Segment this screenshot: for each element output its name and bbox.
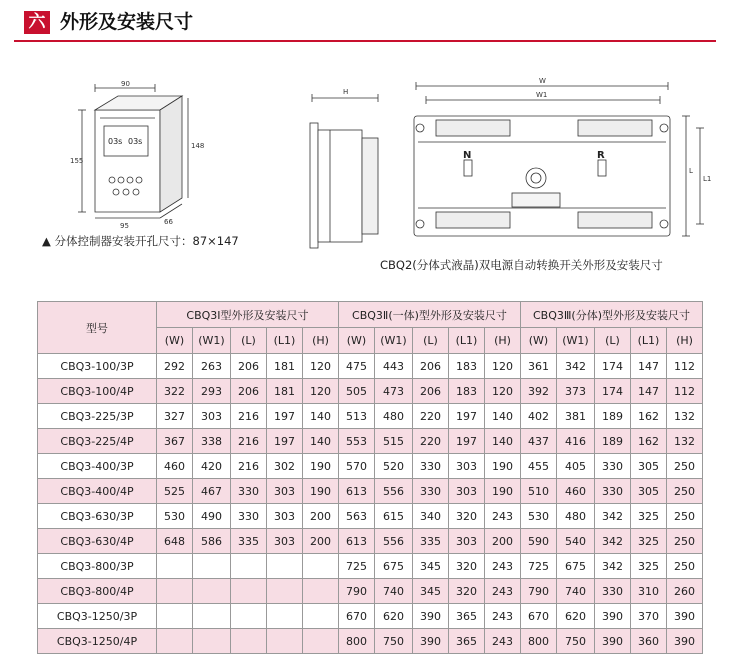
dimension-cell: 206 <box>413 354 449 379</box>
group-header-3: CBQ3Ⅲ(分体)型外形及安装尺寸 <box>521 302 703 328</box>
dimension-cell: 750 <box>375 629 413 654</box>
dimension-cell: 390 <box>595 629 631 654</box>
dimension-cell: 140 <box>485 429 521 454</box>
dimension-cell: 613 <box>339 529 375 554</box>
dimension-cell: 455 <box>521 454 557 479</box>
dimension-cell: 390 <box>667 629 703 654</box>
dimension-cell <box>267 604 303 629</box>
dimension-cell: 405 <box>557 454 595 479</box>
dimension-cell: 112 <box>667 379 703 404</box>
model-cell: CBQ3-225/4P <box>38 429 157 454</box>
controller-drawing <box>78 84 188 218</box>
dimension-cell: 800 <box>339 629 375 654</box>
dimension-cell: 790 <box>339 579 375 604</box>
dimension-cell: 243 <box>485 504 521 529</box>
dimension-cell: 206 <box>231 379 267 404</box>
table-row <box>38 504 703 529</box>
dimension-cell: 162 <box>631 404 667 429</box>
dimension-cell: 345 <box>413 579 449 604</box>
dimension-cell: 325 <box>631 554 667 579</box>
n-mark: N <box>463 150 472 161</box>
dimension-cell: 365 <box>449 604 485 629</box>
dimension-cell: 460 <box>157 454 193 479</box>
dimension-cell: 443 <box>375 354 413 379</box>
dimension-cell: 515 <box>375 429 413 454</box>
dimension-cell: 120 <box>485 379 521 404</box>
side-view-drawing <box>310 94 378 248</box>
dimension-cell <box>157 554 193 579</box>
dimension-cell: 183 <box>449 379 485 404</box>
section-number-badge: 六 <box>24 11 50 34</box>
group-header-row <box>38 302 703 328</box>
dimension-cell <box>193 629 231 654</box>
dimension-cell: 520 <box>375 454 413 479</box>
dimension-cell: 320 <box>449 579 485 604</box>
dimension-cell: 467 <box>193 479 231 504</box>
dimension-cell: 303 <box>449 454 485 479</box>
dimension-cell: 513 <box>339 404 375 429</box>
dimension-cell: 120 <box>303 354 339 379</box>
dimension-cell: 510 <box>521 479 557 504</box>
dimension-cell: 330 <box>595 479 631 504</box>
dimension-cell: 325 <box>631 504 667 529</box>
dimension-cell: 402 <box>521 404 557 429</box>
dimension-cell: 120 <box>485 354 521 379</box>
sub-header-cell: (L) <box>231 328 267 354</box>
dimension-cell: 670 <box>339 604 375 629</box>
dimension-cell: 200 <box>303 504 339 529</box>
lcd-display-a: 03s <box>108 137 123 146</box>
sub-header-cell: (W1) <box>375 328 413 354</box>
model-cell: CBQ3-1250/4P <box>38 629 157 654</box>
w-inner-label: W1 <box>536 91 548 99</box>
dimension-cell: 293 <box>193 379 231 404</box>
dimension-cell <box>231 554 267 579</box>
dimension-cell: 563 <box>339 504 375 529</box>
dimension-cell: 206 <box>231 354 267 379</box>
dimension-cell <box>157 604 193 629</box>
dimension-cell: 556 <box>375 529 413 554</box>
sub-header-cell: (W) <box>339 328 375 354</box>
dimension-cell: 530 <box>521 504 557 529</box>
dimension-cell: 183 <box>449 354 485 379</box>
lcd-display-b: 03s <box>128 137 143 146</box>
dimension-cell <box>303 604 339 629</box>
dimension-cell <box>231 604 267 629</box>
dimension-cell: 330 <box>231 504 267 529</box>
dimension-cell: 675 <box>375 554 413 579</box>
dimension-cell: 613 <box>339 479 375 504</box>
section-header <box>14 6 716 36</box>
dimension-cell: 303 <box>267 479 303 504</box>
dimension-cell: 162 <box>631 429 667 454</box>
section-title: 外形及安装尺寸 <box>60 11 194 33</box>
model-cell: CBQ3-225/3P <box>38 404 157 429</box>
dimension-cell: 342 <box>595 529 631 554</box>
dimension-cell: 330 <box>595 454 631 479</box>
dimension-cell: 216 <box>231 429 267 454</box>
dimension-cell: 620 <box>557 604 595 629</box>
model-cell: CBQ3-400/3P <box>38 454 157 479</box>
dimension-cell: 260 <box>667 579 703 604</box>
sub-header-cell: (H) <box>667 328 703 354</box>
dimension-cell: 190 <box>485 479 521 504</box>
dimension-cell: 197 <box>449 404 485 429</box>
dimension-cell: 725 <box>339 554 375 579</box>
dimension-cell: 390 <box>667 604 703 629</box>
l-outer-label: L <box>689 167 693 175</box>
width-top-label: 90 <box>121 80 130 88</box>
dimension-cell: 140 <box>303 429 339 454</box>
dimension-cell: 197 <box>267 404 303 429</box>
dimension-cell: 250 <box>667 554 703 579</box>
model-cell: CBQ3-630/4P <box>38 529 157 554</box>
cbq2-dimension-caption: CBQ2(分体式液晶)双电源自动转换开关外形及安装尺寸 <box>380 258 663 272</box>
dimension-cell: 330 <box>413 454 449 479</box>
model-cell: CBQ3-800/3P <box>38 554 157 579</box>
dimension-cell: 342 <box>595 554 631 579</box>
dimension-cell: 670 <box>521 604 557 629</box>
dimension-cell: 250 <box>667 454 703 479</box>
dimension-cell: 392 <box>521 379 557 404</box>
dimension-cell: 197 <box>267 429 303 454</box>
dimension-cell: 530 <box>157 504 193 529</box>
dimension-cell: 620 <box>375 604 413 629</box>
group-header-2: CBQ3Ⅱ(一体)型外形及安装尺寸 <box>339 302 521 328</box>
controller-cutout-caption: ▲ 分体控制器安装开孔尺寸：87×147 <box>42 234 239 248</box>
dimension-cell: 750 <box>557 629 595 654</box>
dimension-cell: 322 <box>157 379 193 404</box>
dimension-cell: 220 <box>413 404 449 429</box>
dimension-cell: 370 <box>631 604 667 629</box>
dimension-cell: 302 <box>267 454 303 479</box>
dimension-cell: 800 <box>521 629 557 654</box>
dimension-cell: 340 <box>413 504 449 529</box>
dimension-cell: 330 <box>595 579 631 604</box>
sub-header-cell: (L) <box>595 328 631 354</box>
table-row <box>38 429 703 454</box>
dimension-cell: 243 <box>485 629 521 654</box>
dimension-cell: 480 <box>557 504 595 529</box>
dimension-cell: 473 <box>375 379 413 404</box>
dimension-cell: 305 <box>631 454 667 479</box>
dimension-cell: 303 <box>449 529 485 554</box>
dimension-cell: 615 <box>375 504 413 529</box>
dimension-cell: 120 <box>303 379 339 404</box>
dimension-cell: 505 <box>339 379 375 404</box>
dimension-cell: 367 <box>157 429 193 454</box>
dimension-cell: 390 <box>595 604 631 629</box>
dimension-cell: 525 <box>157 479 193 504</box>
dimension-cell: 303 <box>449 479 485 504</box>
dimension-cell: 725 <box>521 554 557 579</box>
sub-header-cell: (W1) <box>193 328 231 354</box>
dimension-cell <box>193 579 231 604</box>
dimension-cell: 365 <box>449 629 485 654</box>
table-row <box>38 354 703 379</box>
dimension-cell: 190 <box>303 479 339 504</box>
dimension-cell <box>193 554 231 579</box>
dimension-cell: 373 <box>557 379 595 404</box>
dimension-cell: 570 <box>339 454 375 479</box>
dimension-cell: 174 <box>595 354 631 379</box>
dimension-cell: 586 <box>193 529 231 554</box>
dimension-drawings <box>0 48 730 258</box>
dimension-cell: 460 <box>557 479 595 504</box>
dimension-cell <box>193 604 231 629</box>
dimension-cell: 243 <box>485 554 521 579</box>
table-row <box>38 579 703 604</box>
dimension-cell: 190 <box>485 454 521 479</box>
l-inner-label: L1 <box>703 175 712 183</box>
dimension-cell: 342 <box>595 504 631 529</box>
dimension-cell: 181 <box>267 354 303 379</box>
dimension-cell: 303 <box>267 504 303 529</box>
dimension-cell: 325 <box>631 529 667 554</box>
table-row <box>38 604 703 629</box>
model-cell: CBQ3-400/4P <box>38 479 157 504</box>
dimension-cell: 390 <box>413 629 449 654</box>
dimension-cell <box>267 579 303 604</box>
dimension-cell: 330 <box>231 479 267 504</box>
dimension-cell: 345 <box>413 554 449 579</box>
dimension-cell: 132 <box>667 404 703 429</box>
dimension-cell <box>303 554 339 579</box>
dimension-cell <box>157 579 193 604</box>
table-row <box>38 379 703 404</box>
model-header: 型号 <box>38 302 157 354</box>
w-outer-label: W <box>539 77 546 85</box>
table-row <box>38 529 703 554</box>
dimension-cell: 216 <box>231 454 267 479</box>
sub-header-cell: (H) <box>303 328 339 354</box>
width-bottom-label: 95 <box>120 222 129 230</box>
dimension-cell: 132 <box>667 429 703 454</box>
dimension-cell <box>267 629 303 654</box>
dimension-cell: 220 <box>413 429 449 454</box>
header-divider <box>14 40 716 42</box>
dimension-cell: 342 <box>557 354 595 379</box>
dimension-cell <box>303 629 339 654</box>
dimension-cell: 740 <box>557 579 595 604</box>
dimension-cell: 190 <box>303 454 339 479</box>
dimension-cell: 335 <box>413 529 449 554</box>
dimension-cell: 420 <box>193 454 231 479</box>
height-left-label: 155 <box>70 157 84 165</box>
model-cell: CBQ3-100/3P <box>38 354 157 379</box>
sub-header-cell: (W1) <box>557 328 595 354</box>
dimension-cell <box>231 629 267 654</box>
dimension-cell: 335 <box>231 529 267 554</box>
table-row <box>38 479 703 504</box>
dimension-cell: 250 <box>667 504 703 529</box>
dimension-cell <box>231 579 267 604</box>
dimension-cell: 140 <box>485 404 521 429</box>
dimension-table <box>37 301 703 654</box>
dimension-cell: 310 <box>631 579 667 604</box>
dimension-cell: 480 <box>375 404 413 429</box>
dimension-cell: 330 <box>413 479 449 504</box>
dimension-cell: 250 <box>667 529 703 554</box>
dimension-cell: 675 <box>557 554 595 579</box>
dimension-cell: 303 <box>193 404 231 429</box>
dimension-cell: 200 <box>485 529 521 554</box>
group-header-1: CBQ3Ⅰ型外形及安装尺寸 <box>157 302 339 328</box>
dimension-cell: 390 <box>413 604 449 629</box>
dimension-cell: 140 <box>303 404 339 429</box>
dimension-cell: 540 <box>557 529 595 554</box>
dimension-cell: 243 <box>485 604 521 629</box>
dimension-cell: 263 <box>193 354 231 379</box>
dimension-cell: 181 <box>267 379 303 404</box>
table-row <box>38 404 703 429</box>
dimension-cell: 303 <box>267 529 303 554</box>
height-right-label: 148 <box>191 142 205 150</box>
table-row <box>38 629 703 654</box>
dimension-cell: 200 <box>303 529 339 554</box>
front-view-drawing <box>414 82 704 236</box>
dimension-cell <box>267 554 303 579</box>
dimension-cell: 174 <box>595 379 631 404</box>
dimension-cell: 189 <box>595 429 631 454</box>
dimension-cell: 556 <box>375 479 413 504</box>
model-cell: CBQ3-100/4P <box>38 379 157 404</box>
table-row <box>38 554 703 579</box>
dimension-cell: 790 <box>521 579 557 604</box>
dimension-cell: 740 <box>375 579 413 604</box>
sub-header-cell: (H) <box>485 328 521 354</box>
depth-label: H <box>343 88 349 96</box>
dimension-cell: 216 <box>231 404 267 429</box>
dimension-cell: 590 <box>521 529 557 554</box>
dimension-cell: 147 <box>631 379 667 404</box>
dimension-cell: 305 <box>631 479 667 504</box>
dimension-cell: 292 <box>157 354 193 379</box>
dimension-cell: 189 <box>595 404 631 429</box>
dimension-cell: 250 <box>667 479 703 504</box>
dimension-cell: 197 <box>449 429 485 454</box>
dimension-cell: 361 <box>521 354 557 379</box>
dimension-cell: 475 <box>339 354 375 379</box>
sub-header-cell: (W) <box>157 328 193 354</box>
dimension-cell: 327 <box>157 404 193 429</box>
sub-header-cell: (L) <box>413 328 449 354</box>
dimension-cell: 206 <box>413 379 449 404</box>
dimension-cell: 648 <box>157 529 193 554</box>
sub-header-cell: (L1) <box>631 328 667 354</box>
sub-header-cell: (L1) <box>267 328 303 354</box>
dimension-cell: 243 <box>485 579 521 604</box>
r-mark: R <box>597 150 605 161</box>
sub-header-cell: (L1) <box>449 328 485 354</box>
dimension-cell: 147 <box>631 354 667 379</box>
dimension-cell: 320 <box>449 554 485 579</box>
dimension-cell <box>157 629 193 654</box>
depth-small-label: 66 <box>164 218 173 226</box>
dimension-cell: 490 <box>193 504 231 529</box>
dimension-cell: 553 <box>339 429 375 454</box>
dimension-cell: 320 <box>449 504 485 529</box>
dimension-cell: 416 <box>557 429 595 454</box>
dimension-cell: 360 <box>631 629 667 654</box>
dimension-cell <box>303 579 339 604</box>
model-cell: CBQ3-800/4P <box>38 579 157 604</box>
table-row <box>38 454 703 479</box>
model-cell: CBQ3-1250/3P <box>38 604 157 629</box>
dimension-cell: 338 <box>193 429 231 454</box>
sub-header-cell: (W) <box>521 328 557 354</box>
dimension-cell: 112 <box>667 354 703 379</box>
dimension-cell: 437 <box>521 429 557 454</box>
model-cell: CBQ3-630/3P <box>38 504 157 529</box>
dimension-cell: 381 <box>557 404 595 429</box>
